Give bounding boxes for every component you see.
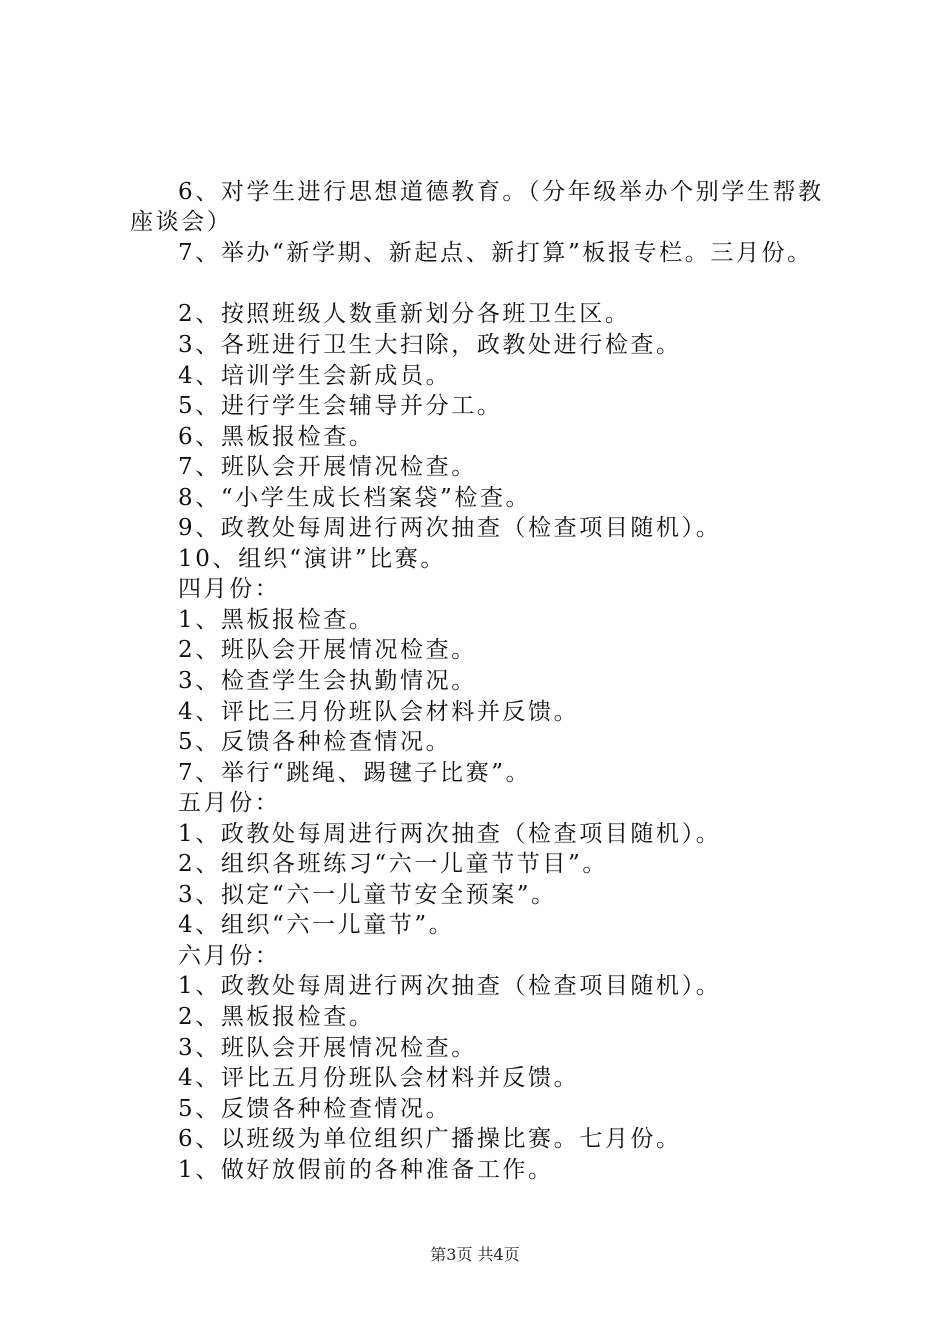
text-line: 1、政教处每周进行两次抽查（检查项目随机）。	[178, 973, 722, 999]
section-heading: 五月份：	[178, 790, 281, 816]
text-line: 1、黑板报检查。	[178, 607, 375, 633]
text-line: 2、黑板报检查。	[178, 1004, 375, 1030]
text-line: 5、反馈各种检查情况。	[178, 1096, 452, 1122]
text-line: 7、班队会开展情况检查。	[178, 454, 477, 480]
text-line: 1、做好放假前的各种准备工作。	[178, 1157, 554, 1183]
text-line: 7、举行“跳绳、踢毽子比赛”。	[178, 760, 532, 786]
text-line: 4、组织“六一儿童节”。	[178, 912, 455, 938]
text-line: 6、对学生进行思想道德教育。（分年级举办个别学生帮教	[178, 179, 824, 205]
text-line: 10、组织“演讲”比赛。	[178, 546, 446, 572]
page-footer: 第3页 共4页	[430, 1245, 520, 1264]
text-line: 7、举办“新学期、新起点、新打算”板报专栏。三月份。	[178, 240, 813, 266]
text-line: 2、组织各班练习“六一儿童节节目”。	[178, 851, 608, 877]
section-heading: 六月份：	[178, 943, 281, 969]
text-line: 8、“小学生成长档案袋”检查。	[178, 485, 532, 511]
text-line: 3、拟定“六一儿童节安全预案”。	[178, 882, 557, 908]
text-line: 3、检查学生会执勤情况。	[178, 668, 477, 694]
text-line: 1、政教处每周进行两次抽查（检查项目随机）。	[178, 821, 722, 847]
text-line: 6、以班级为单位组织广播操比赛。七月份。	[178, 1126, 682, 1152]
text-line: 3、各班进行卫生大扫除，政教处进行检查。	[178, 332, 682, 358]
section-heading: 四月份：	[178, 576, 281, 602]
text-line: 3、班队会开展情况检查。	[178, 1035, 477, 1061]
text-line: 6、黑板报检查。	[178, 424, 375, 450]
text-line: 2、班队会开展情况检查。	[178, 637, 477, 663]
text-line: 9、政教处每周进行两次抽查（检查项目随机）。	[178, 515, 722, 541]
text-line: 4、评比三月份班队会材料并反馈。	[178, 699, 580, 725]
text-line: 4、评比五月份班队会材料并反馈。	[178, 1065, 580, 1091]
text-line: 2、按照班级人数重新划分各班卫生区。	[178, 301, 631, 327]
text-line: 座谈会）	[130, 209, 233, 235]
text-line: 5、反馈各种检查情况。	[178, 729, 452, 755]
text-line: 5、进行学生会辅导并分工。	[178, 393, 503, 419]
text-line: 4、培训学生会新成员。	[178, 363, 452, 389]
